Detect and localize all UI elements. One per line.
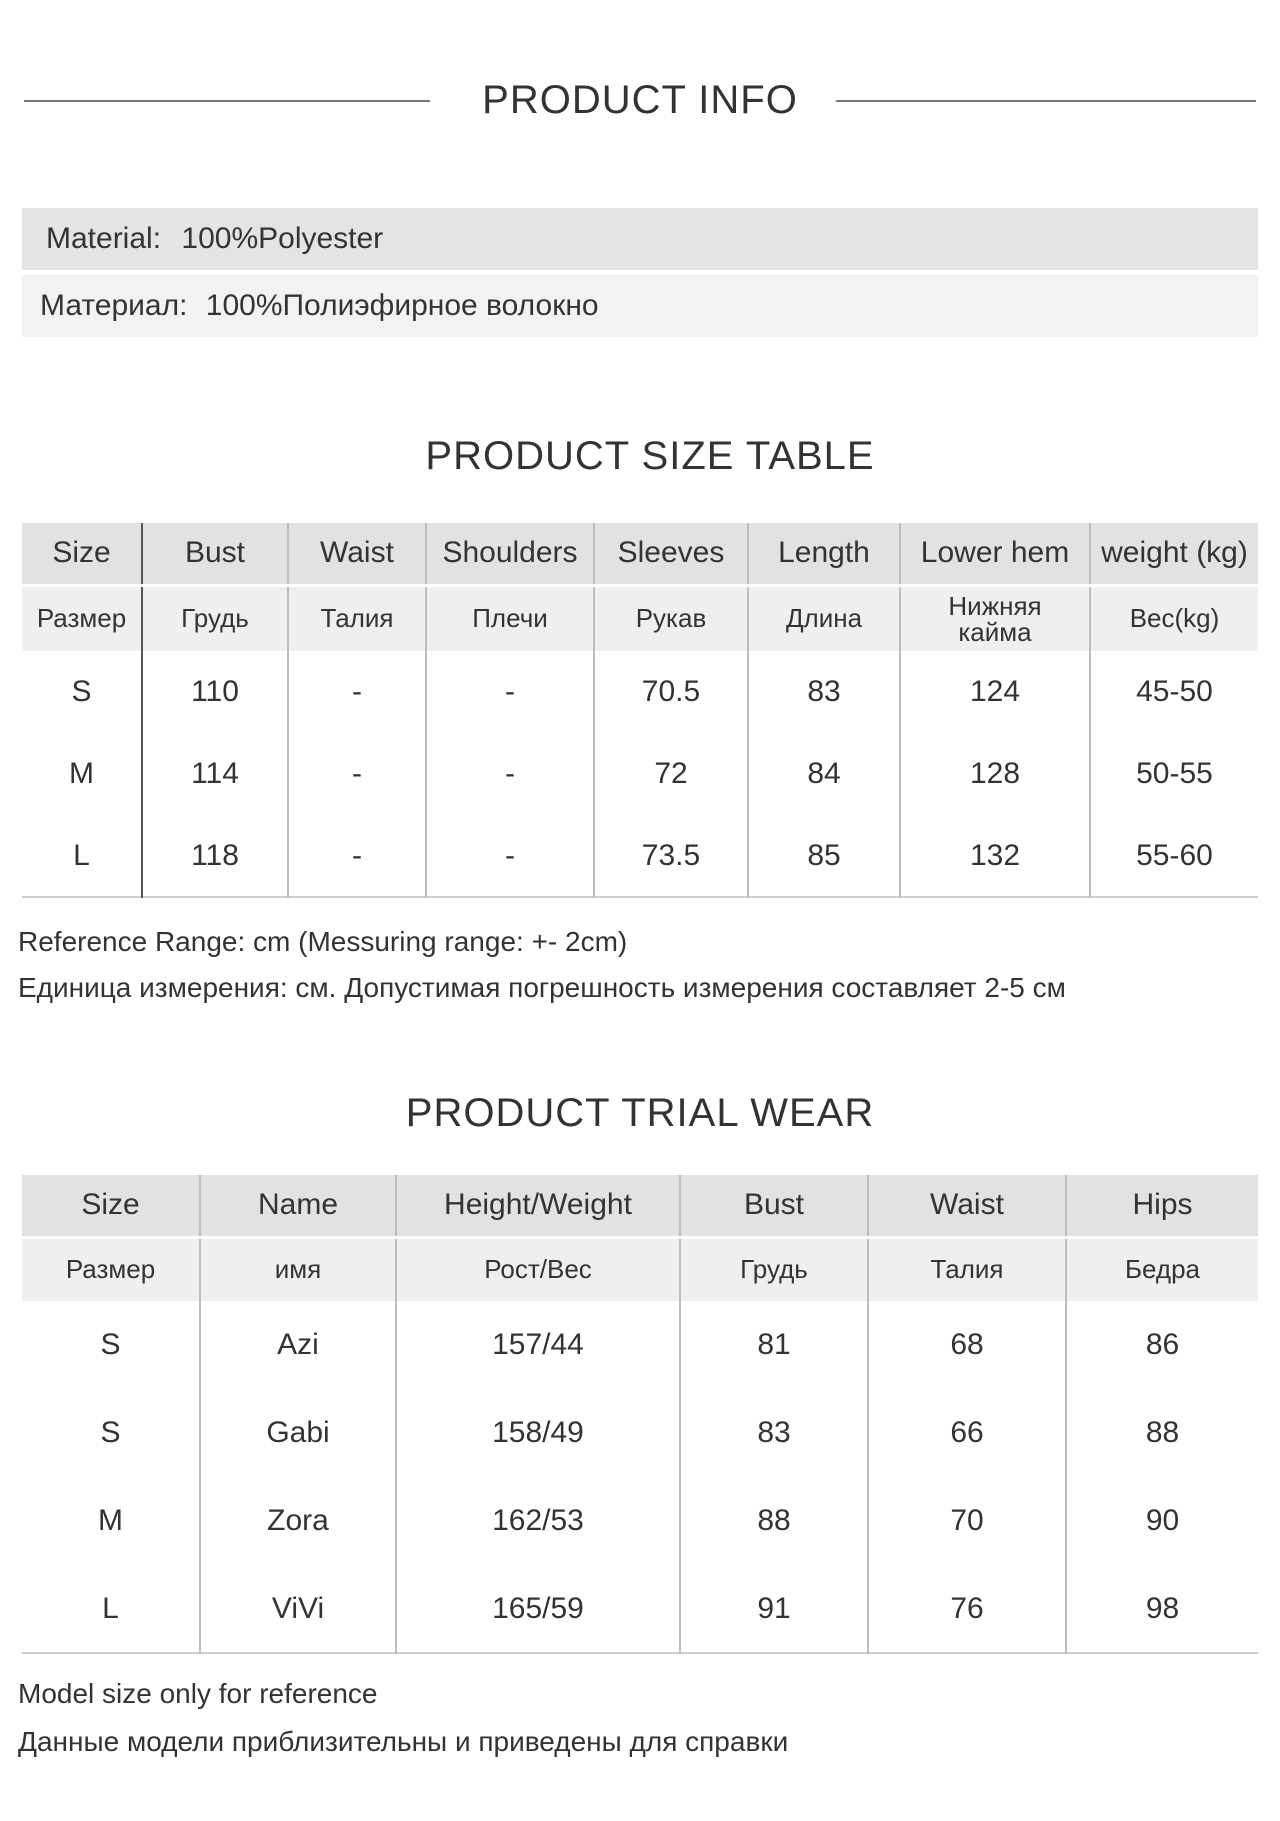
size-header-lower-hem: Lower hem [900,523,1090,585]
size-header-weight: weight (kg) [1090,523,1258,585]
product-info-title: PRODUCT INFO [482,78,798,122]
table-cell: 91 [680,1565,868,1653]
size-header-sleeves: Sleeves [594,523,748,585]
table-cell: 70.5 [594,651,748,733]
table-row [22,733,1258,815]
size-table-title: PRODUCT SIZE TABLE [425,434,875,478]
table-cell: Zora [200,1477,396,1565]
table-cell: - [288,733,426,815]
table-cell: 90 [1066,1477,1258,1565]
trial-header-bust: Bust [680,1175,868,1237]
trial-wear-title: PRODUCT TRIAL WEAR [405,1091,875,1135]
size-note-en: Reference Range: cm (Messuring range: +- 2cm) [18,926,628,957]
trial-header-height-weight: Height/Weight [396,1175,680,1237]
material-row-en [22,208,1258,270]
trial-header-size: Size [22,1175,200,1237]
table-row [22,1565,1258,1653]
table-cell: S [100,1416,121,1449]
trial-header-waist: Waist [868,1175,1066,1237]
table-cell: S [71,675,92,708]
size-header-length: Length [748,523,900,585]
table-cell: 70 [868,1477,1066,1565]
table-cell: 118 [142,815,288,897]
table-cell: 73.5 [594,815,748,897]
trial-subheader-bust: Грудь [680,1237,868,1301]
table-row [22,1389,1258,1477]
table-cell: - [426,815,594,897]
trial-subheader-height-weight: Рост/Вес [396,1237,680,1301]
size-subheader-sleeves: Рукав [594,585,748,651]
trial-wear-table [22,1175,1258,1654]
table-cell: 50-55 [1090,733,1258,815]
size-subheader-length: Длина [748,585,900,651]
table-cell: 124 [900,651,1090,733]
table-cell: - [288,651,426,733]
table-cell: 81 [680,1301,868,1389]
table-cell: 110 [142,651,288,733]
table-cell: L [73,838,90,872]
table-cell: 55-60 [1090,815,1258,897]
table-cell: 76 [868,1565,1066,1653]
table-row [22,1301,1258,1389]
table-cell: 128 [900,733,1090,815]
table-cell: 88 [1066,1389,1258,1477]
table-cell: 66 [868,1389,1066,1477]
table-cell: 45-50 [1090,651,1258,733]
table-cell: 84 [748,733,900,815]
table-cell: 158/49 [396,1389,680,1477]
table-cell: 72 [594,733,748,815]
table-cell: - [288,815,426,897]
trial-header-hips: Hips [1066,1175,1258,1237]
size-subheader-bust: Грудь [142,585,288,651]
table-cell: 86 [1066,1301,1258,1389]
table-cell: 165/59 [396,1565,680,1653]
trial-subheader-size: Размер [22,1237,200,1301]
size-note-ru: Единица измерения: см. Допустимая погрешность измерения составляет 2-5 см [18,972,1066,1003]
table-cell: M [69,757,94,790]
size-subheader-shoulders: Плечи [426,585,594,651]
table-cell: - [426,733,594,815]
size-subheader-weight: Вес(kg) [1090,585,1258,651]
material-row-ru [22,275,1258,337]
material-label-ru: Материал: [40,289,188,322]
size-header-shoulders: Shoulders [426,523,594,585]
table-cell: Gabi [200,1389,396,1477]
material-value-en: 100%Polyester [181,222,384,255]
size-header-size: Size [22,523,142,585]
size-subheader-waist: Талия [288,585,426,651]
size-subheader-lower-hem: Нижняя кайма [900,585,1090,651]
table-cell: 68 [868,1301,1066,1389]
trial-subheader-hips: Бедра [1066,1237,1258,1301]
table-cell: S [100,1328,121,1361]
table-row [22,651,1258,733]
table-cell: 114 [142,733,288,815]
size-subheader-size: Размер [22,585,142,651]
size-header-bust: Bust [142,523,288,585]
table-row [22,1477,1258,1565]
table-cell: 132 [900,815,1090,897]
material-label-en: Material: [46,222,162,255]
material-value-ru: 100%Полиэфирное волокно [205,289,599,322]
trial-header-name: Name [200,1175,396,1237]
table-cell: 83 [748,651,900,733]
trial-subheader-waist: Талия [868,1237,1066,1301]
trial-subheader-name: имя [200,1237,396,1301]
table-cell: 98 [1066,1565,1258,1653]
table-cell: 88 [680,1477,868,1565]
table-cell: M [98,1504,123,1537]
size-table [22,523,1258,898]
trial-note-ru: Данные модели приблизительны и приведены для справки [18,1726,789,1757]
table-cell: Azi [200,1301,396,1389]
title-rule-right [836,100,1256,102]
table-cell: ViVi [200,1565,396,1653]
table-cell: 85 [748,815,900,897]
table-cell: 83 [680,1389,868,1477]
table-cell: 157/44 [396,1301,680,1389]
table-cell: L [102,1591,119,1625]
trial-note-en: Model size only for reference [18,1678,378,1709]
table-cell: 162/53 [396,1477,680,1565]
table-row [22,815,1258,897]
table-cell: - [426,651,594,733]
size-header-waist: Waist [288,523,426,585]
